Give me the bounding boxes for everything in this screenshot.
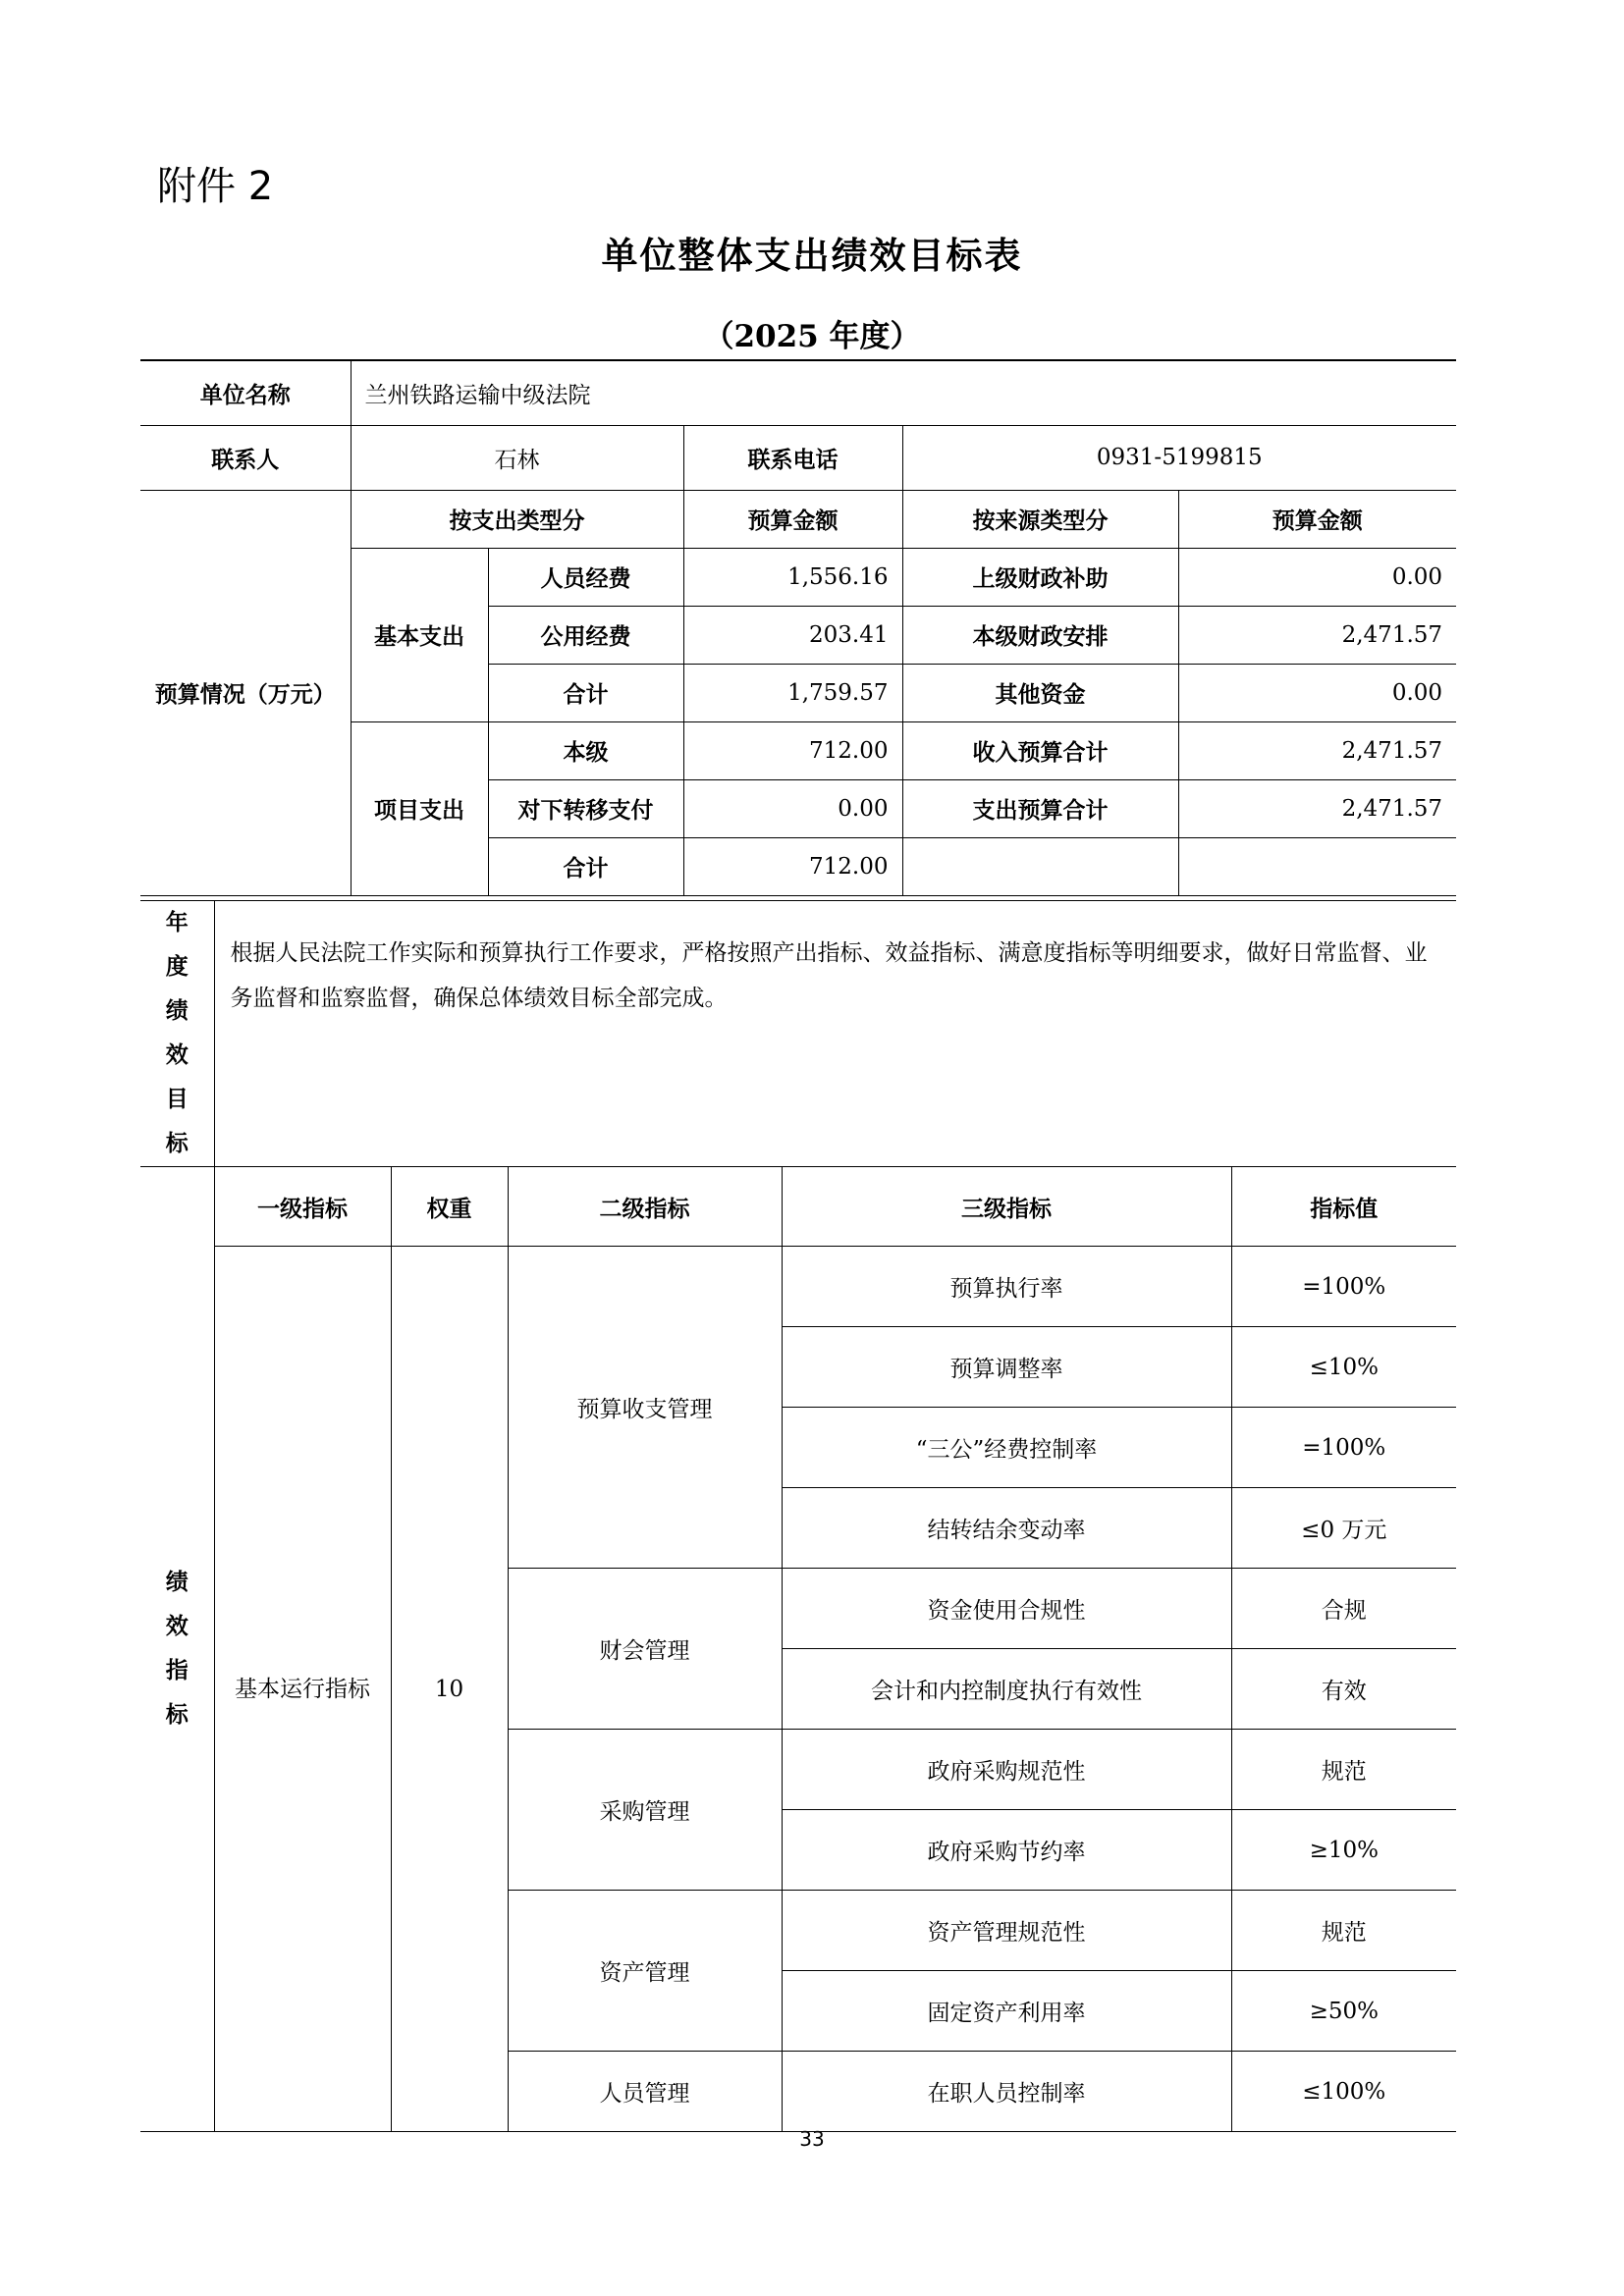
header-level3: 三级指标 — [782, 1167, 1231, 1247]
budget-item: 合计 — [488, 837, 683, 895]
indicators-label: 绩 效 指 标 — [140, 1167, 214, 2132]
project-expense-label: 项目支出 — [351, 721, 488, 895]
level3-indicator: 政府采购节约率 — [782, 1810, 1231, 1891]
contact-value: 石林 — [351, 425, 683, 490]
page-title: 单位整体支出绩效目标表 — [601, 235, 1023, 277]
level3-indicator: 会计和内控制度执行有效性 — [782, 1649, 1231, 1730]
annual-goal-text: 根据人民法院工作实际和预算执行工作要求，严格按照产出指标、效益指标、满意度指标等明细要求，做好日常监督、业务监督和监察监督，确保总体绩效目标全部完成。 — [214, 901, 1456, 1167]
phone-value: 0931-5199815 — [902, 425, 1456, 490]
phone-label: 联系电话 — [683, 425, 902, 490]
budget-item: 公用经费 — [488, 606, 683, 664]
indicator-value: 合规 — [1231, 1569, 1456, 1649]
indicator-value: ≤10% — [1231, 1327, 1456, 1408]
page-number: 33 — [799, 2127, 825, 2151]
indicator-value: 有效 — [1231, 1649, 1456, 1730]
source-item: 支出预算合计 — [902, 779, 1178, 837]
source-amount: 2,471.57 — [1178, 779, 1456, 837]
budget-item: 本级 — [488, 721, 683, 779]
indicator-value: 规范 — [1231, 1891, 1456, 1971]
source-amount: 0.00 — [1178, 548, 1456, 606]
header-by-source: 按来源类型分 — [902, 490, 1178, 548]
level3-indicator: 在职人员控制率 — [782, 2052, 1231, 2132]
level3-indicator: 预算调整率 — [782, 1327, 1231, 1408]
level3-indicator: 资金使用合规性 — [782, 1569, 1231, 1649]
level3-indicator: 资产管理规范性 — [782, 1891, 1231, 1971]
header-level1: 一级指标 — [214, 1167, 391, 1247]
budget-item: 合计 — [488, 664, 683, 721]
budget-amount: 712.00 — [683, 721, 902, 779]
source-item: 收入预算合计 — [902, 721, 1178, 779]
annual-goal-label: 年 度 绩 效 目 标 — [140, 901, 214, 1167]
source-amount — [1178, 837, 1456, 895]
budget-amount: 1,556.16 — [683, 548, 902, 606]
indicator-value: ≤0 万元 — [1231, 1488, 1456, 1569]
header-value: 指标值 — [1231, 1167, 1456, 1247]
budget-amount: 1,759.57 — [683, 664, 902, 721]
header-level2: 二级指标 — [508, 1167, 782, 1247]
level3-indicator: “三公”经费控制率 — [782, 1408, 1231, 1488]
header-amount: 预算金额 — [683, 490, 902, 548]
level3-indicator: 结转结余变动率 — [782, 1488, 1231, 1569]
source-item — [902, 837, 1178, 895]
budget-item: 人员经费 — [488, 548, 683, 606]
level2-indicator: 人员管理 — [508, 2052, 782, 2132]
indicator-value: ≤100% — [1231, 2052, 1456, 2132]
header-weight: 权重 — [391, 1167, 508, 1247]
page-subtitle: （2025 年度） — [703, 319, 921, 354]
budget-amount: 0.00 — [683, 779, 902, 837]
level3-indicator: 固定资产利用率 — [782, 1971, 1231, 2052]
indicator-value: =100% — [1231, 1408, 1456, 1488]
level2-indicator: 财会管理 — [508, 1569, 782, 1730]
budget-item: 对下转移支付 — [488, 779, 683, 837]
source-amount: 0.00 — [1178, 664, 1456, 721]
source-item: 上级财政补助 — [902, 548, 1178, 606]
indicator-value: ≥50% — [1231, 1971, 1456, 2052]
source-item: 其他资金 — [902, 664, 1178, 721]
indicator-value: =100% — [1231, 1247, 1456, 1327]
level3-indicator: 政府采购规范性 — [782, 1730, 1231, 1810]
source-amount: 2,471.57 — [1178, 606, 1456, 664]
header-source-amount: 预算金额 — [1178, 490, 1456, 548]
weight-value: 10 — [391, 1247, 508, 2132]
header-by-expense: 按支出类型分 — [351, 490, 683, 548]
unit-name-label: 单位名称 — [140, 360, 351, 425]
source-amount: 2,471.57 — [1178, 721, 1456, 779]
indicator-value: ≥10% — [1231, 1810, 1456, 1891]
indicator-value: 规范 — [1231, 1730, 1456, 1810]
attachment-label: 附件 2 — [157, 164, 274, 209]
level2-indicator: 预算收支管理 — [508, 1247, 782, 1569]
source-item: 本级财政安排 — [902, 606, 1178, 664]
contact-label: 联系人 — [140, 425, 351, 490]
budget-amount: 712.00 — [683, 837, 902, 895]
level3-indicator: 预算执行率 — [782, 1247, 1231, 1327]
level2-indicator: 资产管理 — [508, 1891, 782, 2052]
performance-table — [140, 900, 1456, 2132]
basic-expense-label: 基本支出 — [351, 548, 488, 721]
level1-indicator: 基本运行指标 — [214, 1247, 391, 2132]
budget-table — [140, 359, 1456, 896]
budget-amount: 203.41 — [683, 606, 902, 664]
budget-section-label: 预算情况（万元） — [140, 490, 351, 895]
level2-indicator: 采购管理 — [508, 1730, 782, 1891]
unit-name-value: 兰州铁路运输中级法院 — [351, 360, 1456, 425]
